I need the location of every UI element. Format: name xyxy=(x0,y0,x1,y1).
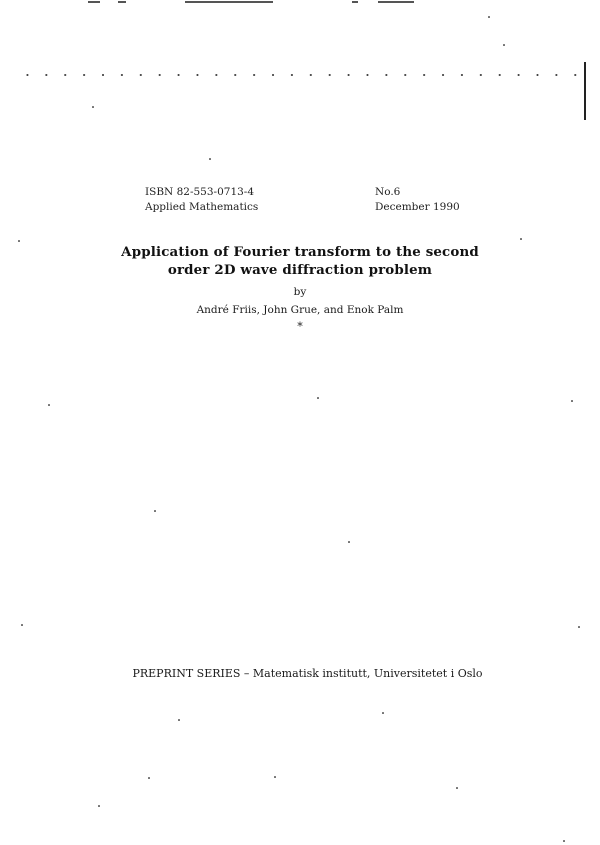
scan-speck xyxy=(148,777,150,779)
scan-speck xyxy=(154,510,156,512)
report-number: No.6 xyxy=(375,186,401,198)
scan-speck xyxy=(488,16,490,18)
scan-speck xyxy=(520,238,522,240)
scan-speck xyxy=(21,624,23,626)
title-line-1: Application of Fourier transform to the second xyxy=(121,244,479,260)
scan-edge-marks xyxy=(0,0,600,6)
scan-speck xyxy=(48,404,50,406)
dotted-rule xyxy=(18,74,583,76)
scan-speck xyxy=(578,626,580,628)
scan-speck xyxy=(209,158,211,160)
scan-speck xyxy=(456,787,458,789)
scan-speck xyxy=(571,400,573,402)
scan-speck xyxy=(98,805,100,807)
isbn-text: ISBN 82-553-0713-4 xyxy=(145,186,255,198)
by-label: by xyxy=(293,286,307,298)
report-date: December 1990 xyxy=(375,201,460,213)
scan-speck xyxy=(382,712,384,714)
scan-speck xyxy=(178,719,180,721)
scan-speck xyxy=(317,397,319,399)
scan-speck xyxy=(503,44,505,46)
scan-speck xyxy=(348,541,350,543)
title-line-2: order 2D wave diffraction problem xyxy=(167,262,433,278)
authors: André Friis, John Grue, and Enok Palm xyxy=(196,304,404,316)
scan-speck xyxy=(563,840,565,842)
preprint-series: PREPRINT SERIES – Matematisk institutt, Universitetet i Oslo xyxy=(132,667,483,680)
document-title xyxy=(0,243,600,279)
scan-speck xyxy=(274,776,276,778)
footnote-mark: * xyxy=(297,320,303,333)
scan-speck xyxy=(18,240,20,242)
scan-edge-bar xyxy=(584,62,586,120)
subject-text: Applied Mathematics xyxy=(145,201,259,213)
scan-speck xyxy=(92,106,94,108)
